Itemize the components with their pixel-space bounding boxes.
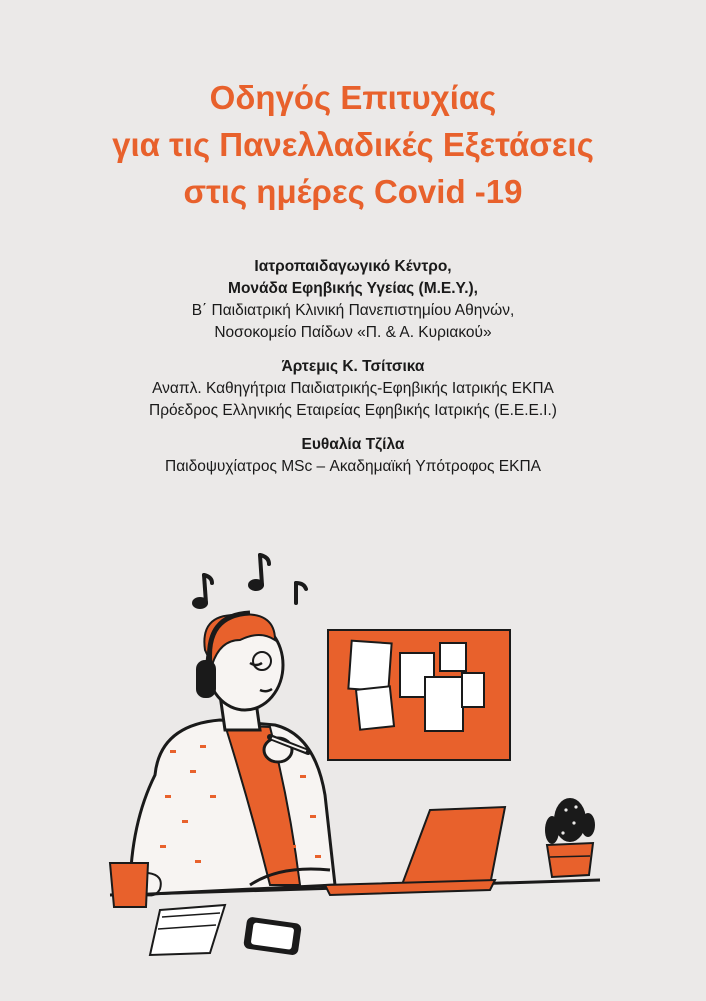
institution-unit: Μονάδα Εφηβικής Υγείας (Μ.Ε.Υ.), — [228, 280, 478, 297]
institution-clinic: Β΄ Παιδιατρική Κλινική Πανεπιστημίου Αθηνών, — [191, 302, 515, 319]
corkboard-icon — [328, 630, 510, 760]
author2-name: Ευθαλία Τζίλα — [301, 436, 405, 453]
smartphone-icon — [243, 916, 302, 955]
cactus-icon — [545, 798, 595, 877]
title-line-3: στις ημέρες Covid -19 — [183, 173, 523, 210]
author1-role-2: Πρόεδρος Ελληνικής Εταιρείας Εφηβικής Ιατρικής (Ε.Ε.Ε.Ι.) — [149, 402, 557, 419]
author1-role: Αναπλ. Καθηγήτρια Παιδιατρικής-Εφηβικής Ιατρικής ΕΚΠΑ — [152, 380, 554, 397]
laptop-icon — [325, 807, 505, 895]
title-line-2: για τις Πανελλαδικές Εξετάσεις — [112, 126, 594, 163]
author2-role: Παιδοψυχίατρος MSc – Ακαδημαϊκή Υπότροφος ΕΚΠΑ — [165, 458, 541, 475]
title-line-1: Οδηγός Επιτυχίας — [209, 79, 497, 116]
credits-block — [0, 256, 706, 478]
notebook-icon — [150, 905, 225, 955]
author1-name: Άρτεμις Κ. Τσίτσικα — [281, 358, 425, 375]
student-illustration — [100, 545, 620, 965]
cover-title — [0, 74, 706, 215]
institution-hospital: Νοσοκομείο Παίδων «Π. & Α. Κυριακού» — [214, 324, 492, 341]
music-notes-icon — [194, 555, 306, 607]
student-figure — [130, 614, 335, 895]
institution-name: Ιατροπαιδαγωγικό Κέντρο, — [254, 258, 452, 275]
